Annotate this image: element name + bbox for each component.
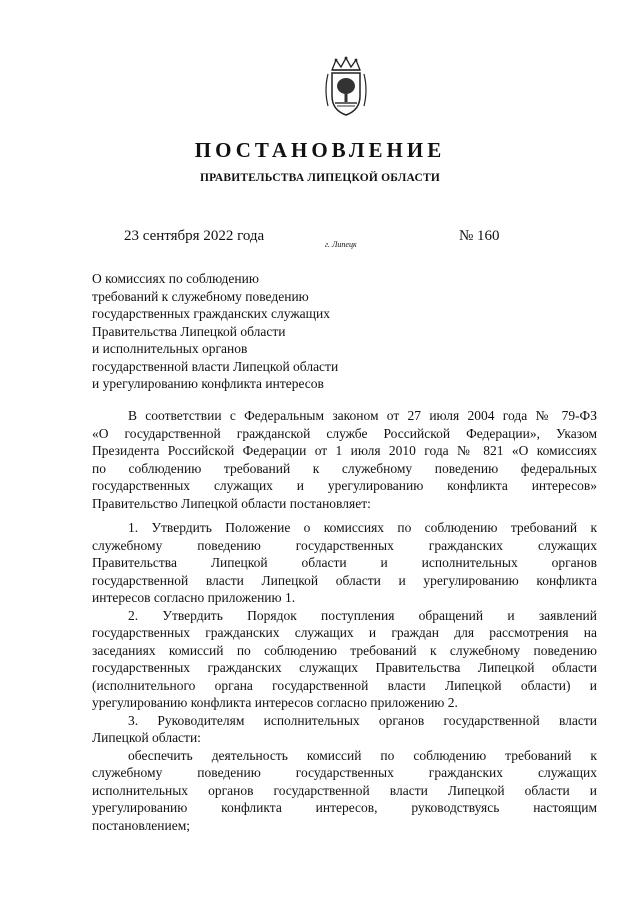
paragraph-line: урегулированию конфликта интересов согласно приложению 2. [92, 695, 458, 710]
paragraph-line: «О государственной гражданской службе Российской Федерации», Указом [92, 425, 597, 441]
paragraph-line: государственной власти Липецкой области и урегулированию конфликта [92, 572, 597, 588]
paragraph [92, 747, 597, 835]
document-body [92, 407, 597, 834]
subject-line: требований к служебному поведению [92, 288, 309, 304]
subject-line: Правительства Липецкой области [92, 323, 286, 339]
paragraph-line: заседаниях комиссий по соблюдению требований к служебному поведению [92, 642, 597, 658]
paragraph-line: 2. Утвердить Порядок поступления обращений и заявлений [128, 607, 597, 623]
paragraph-line: служебному поведению государственных гражданских служащих [92, 537, 597, 553]
document-subject [92, 270, 392, 393]
document-date: 23 сентября 2022 года [124, 228, 265, 244]
document-issuer: ПРАВИТЕЛЬСТВА ЛИПЕЦКОЙ ОБЛАСТИ [200, 172, 440, 184]
paragraph-line: исполнительных органов государственной власти Липецкой области и [92, 782, 597, 798]
paragraph-line: 3. Руководителям исполнительных органов государственной власти [128, 712, 597, 728]
paragraph-line: В соответствии с Федеральным законом от 27 июля 2004 года № 79-ФЗ [128, 408, 597, 423]
paragraph-line: 1. Утвердить Положение о комиссиях по соблюдению требований к [128, 520, 597, 535]
paragraph-line: постановлением; [92, 817, 190, 833]
subject-line: О комиссиях по соблюдению [92, 271, 259, 286]
subject-line: и урегулированию конфликта интересов [92, 376, 324, 391]
paragraph [92, 712, 597, 747]
paragraph-line: по соблюдению требований к служебному поведению федеральных [92, 460, 597, 476]
paragraph-gap [92, 512, 597, 519]
paragraph-line: Правительства Липецкой области и исполнительных органов [92, 555, 597, 570]
paragraph-line: (исполнительного органа государственной власти Липецкой области) и [92, 677, 597, 693]
coat-of-arms-emblem [322, 56, 370, 118]
subject-line: и исполнительных органов [92, 341, 248, 356]
paragraph-line: интересов согласно приложению 1. [92, 590, 296, 605]
paragraph-line: государственных гражданских служащих и граждан для рассмотрения на [92, 625, 597, 640]
paragraph-line: государственных гражданских служащих Правительства Липецкой области [92, 660, 597, 675]
paragraph-line: государственных служащих и урегулированию конфликта интересов» [92, 478, 597, 493]
paragraph-line: служебному поведению государственных гражданских служащих [92, 765, 597, 780]
document-city: г. Липецк [325, 240, 357, 249]
subject-line: государственной власти Липецкой области [92, 358, 339, 374]
document-title: ПОСТАНОВЛЕНИЕ [194, 138, 446, 162]
document-number: № 160 [459, 228, 500, 244]
paragraph-line: обеспечить деятельность комиссий по соблюдению требований к [128, 747, 597, 763]
paragraph [92, 519, 597, 607]
paragraph-line: Липецкой области: [92, 730, 201, 745]
paragraph [92, 607, 597, 712]
subject-line: государственных гражданских служащих [92, 306, 331, 321]
paragraph-line: Правительство Липецкой области постановляет: [92, 495, 371, 511]
paragraph [92, 407, 597, 512]
paragraph-line: Президента Российской Федерации от 1 июля 2010 года № 821 «О комиссиях [92, 443, 597, 458]
paragraph-line: урегулированию конфликта интересов, руководствуясь настоящим [92, 800, 597, 815]
